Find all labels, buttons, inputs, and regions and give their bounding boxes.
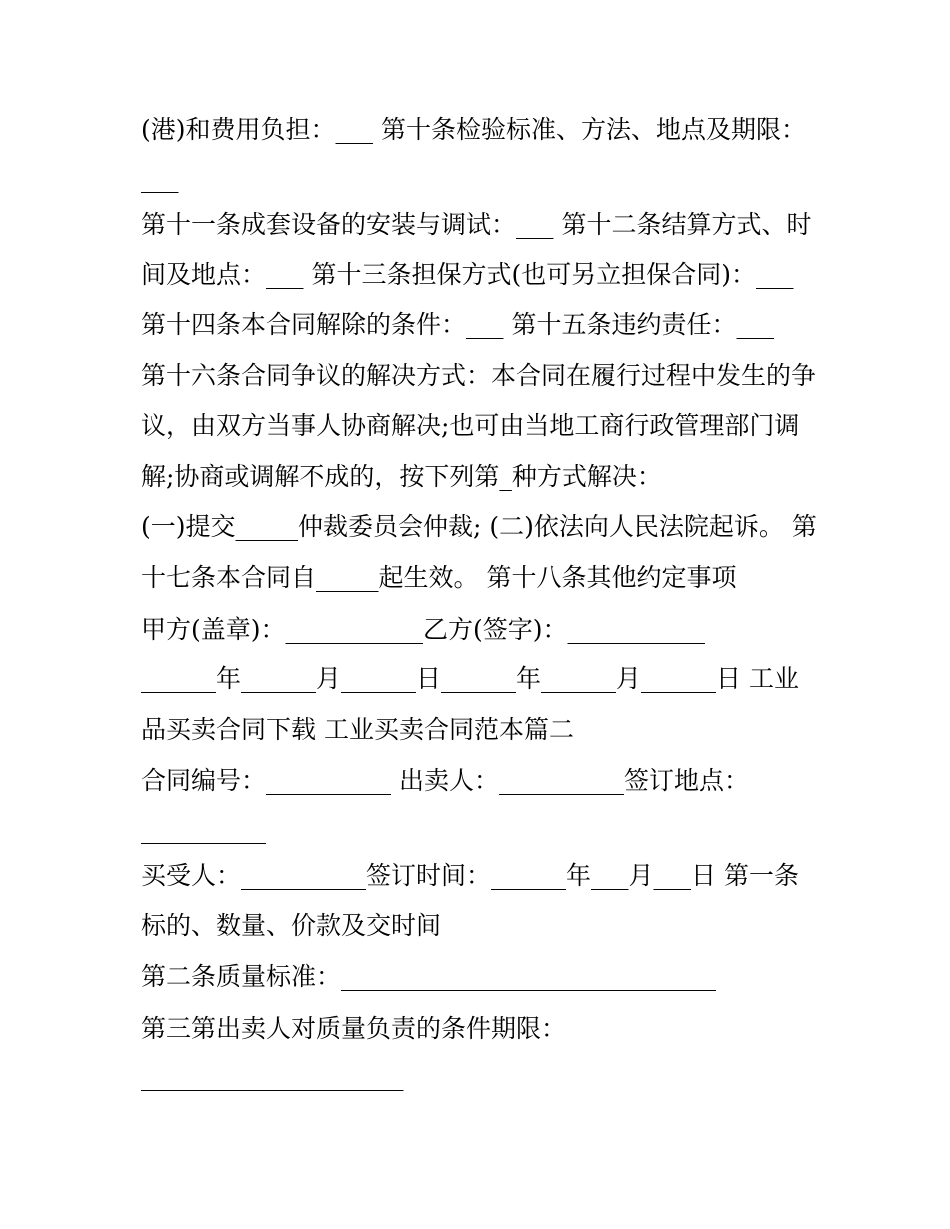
text-line: __________ [141,815,266,844]
text-line: _____________________ [141,1062,404,1091]
text-line: 议，由双方当事人协商解决;也可由当地工商行政管理部门调 [141,411,800,440]
text-line: 第二条质量标准：______________________________ [141,962,717,991]
text-line: 第三第出卖人对质量负责的条件期限： [141,1014,567,1043]
text-line: 第十一条成套设备的安装与调试：___ 第十二条结算方式、时 [141,210,812,239]
text-line: 解;协商或调解不成的，按下列第_种方式解决： [141,462,662,491]
text-line: 第十六条合同争议的解决方式：本合同在履行过程中发生的争 [141,361,817,390]
text-line: 合同编号：__________ 出卖人：__________签订地点： [141,766,749,795]
text-line: 第十四条本合同解除的条件：___ 第十五条违约责任：___ [141,310,774,339]
text-line: 十七条本合同自_____起生效。 第十八条其他约定事项 [141,563,737,592]
date-line: ______年______月______日______年______月______日 工业 [141,664,799,693]
text-line: 买受人：__________签订时间：______年___月___日 第一条 [141,861,799,890]
text-line: 标的、数量、价款及交时间 [141,911,442,940]
signature-line: 甲方(盖章)：___________乙方(签字)：___________ [141,615,706,644]
text-line: (一)提交_____仲裁委员会仲裁; (二)依法向人民法院起诉。 第 [141,512,817,541]
text-line: ___ [141,164,179,193]
section-title: 品买卖合同下载 工业买卖合同范本篇二 [141,715,574,744]
text-line: (港)和费用负担：___ 第十条检验标准、方法、地点及期限： [141,115,806,144]
text-line: 间及地点：___ 第十三条担保方式(也可另立担保合同)：___ [141,260,794,289]
